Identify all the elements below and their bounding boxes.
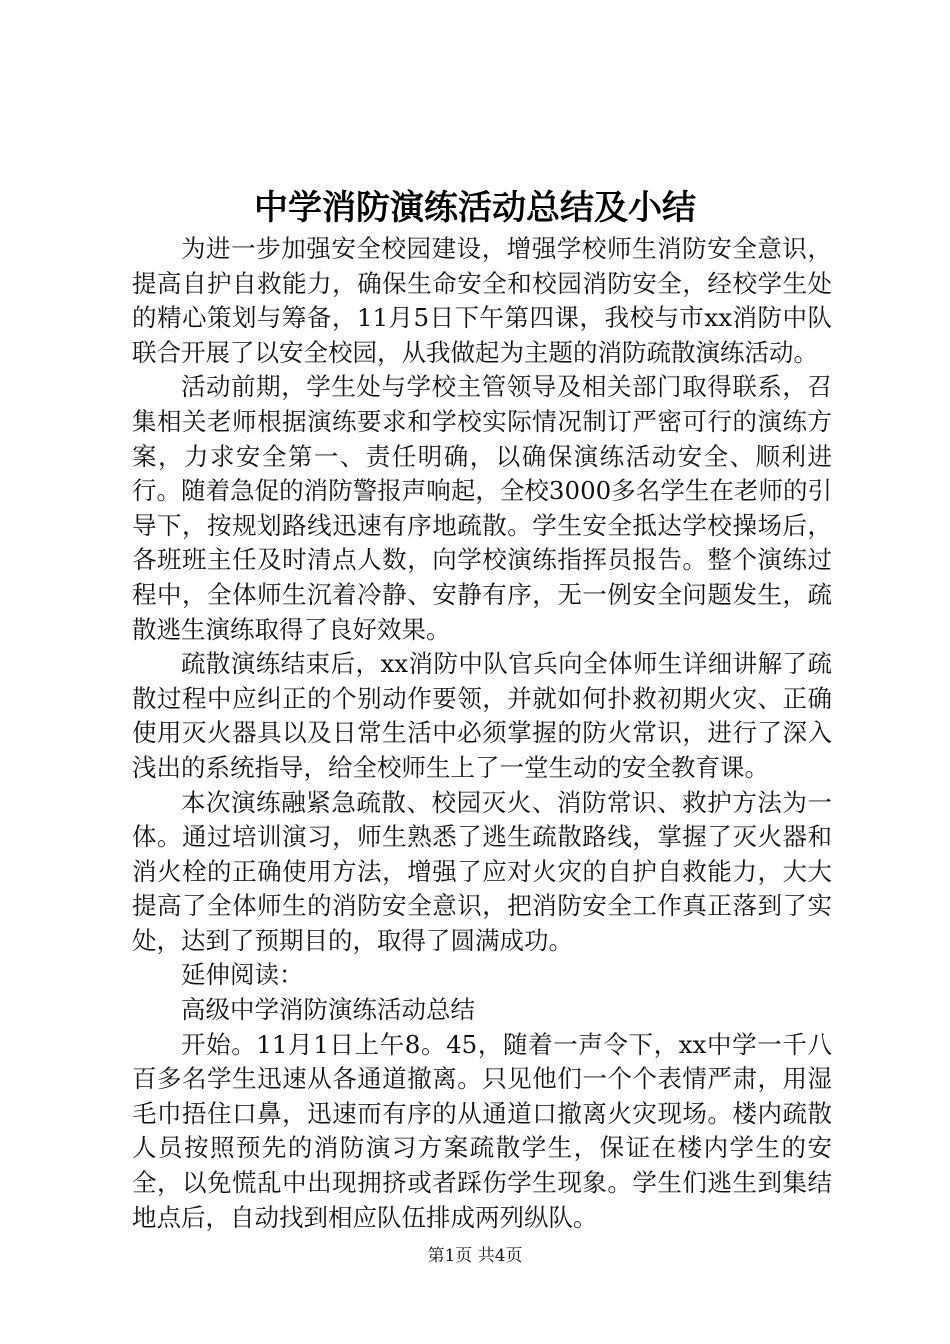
paragraph-subheading: 高级中学消防演练活动总结 (181, 995, 475, 1025)
paragraph-summary: 本次演练融紧急疏散、校园灭火、消防常识、救护方法为一体。通过培训演习，师生熟悉了逃生疏散路线，掌握了灭火器和消火栓的正确使用方法，增强了应对火灾的自护自救能力，大大提高了全体师生的消防安全意识，把消防安全工作真正落到了实处，达到了预期目的，取得了圆满成功。 (132, 787, 832, 955)
paragraph-further-reading-label: 延伸阅读： (181, 960, 304, 990)
paragraph-preparation: 活动前期，学生处与学校主管领导及相关部门取得联系，召集相关老师根据演练要求和学校实际情况制订严密可行的演练方案，力求安全第一、责任明确，以确保演练活动安全、顺利进行。随着急促的消防警报声响起，全校3000多名学生在老师的引导下，按规划路线迅速有序地疏散。学生安全抵达学校操场后，各班班主任及时清点人数，向学校演练指挥员报告。整个演练过程中，全体师生沉着冷静、安静有序，无一例安全问题发生，疏散逃生演练取得了良好效果。 (132, 372, 832, 644)
paragraph-instruction: 疏散演练结束后，xx消防中队官兵向全体师生详细讲解了疏散过程中应纠正的个别动作要领，并就如何扑救初期火灾、正确使用灭火器具以及日常生活中必须掌握的防火常识，进行了深入浅出的系统指导，给全校师生上了一堂生动的安全教育课。 (132, 649, 832, 782)
document-body (132, 232, 832, 1235)
paragraph-intro: 为进一步加强安全校园建设，增强学校师生消防安全意识，提高自护自救能力，确保生命安全和校园消防安全，经校学生处的精心策划与筹备，11月5日下午第四课，我校与市xx消防中队联合开展了以安全校园，从我做起为主题的消防疏散演练活动。 (132, 234, 832, 367)
page-footer: 第1页 共4页 (427, 1246, 523, 1266)
paragraph-evacuation: 开始。11月1日上午8。45，随着一声令下，xx中学一千八百多名学生迅速从各通道撤离。只见他们一个个表情严肃，用湿毛巾捂住口鼻，迅速而有序的从通道口撤离火灾现场。楼内疏散人员按照预先的消防演习方案疏散学生，保证在楼内学生的安全，以免慌乱中出现拥挤或者踩伤学生现象。学生们逃生到集结地点后，自动找到相应队伍排成两列纵队。 (132, 1029, 832, 1232)
document-title: 中学消防演练活动总结及小结 (254, 188, 696, 228)
